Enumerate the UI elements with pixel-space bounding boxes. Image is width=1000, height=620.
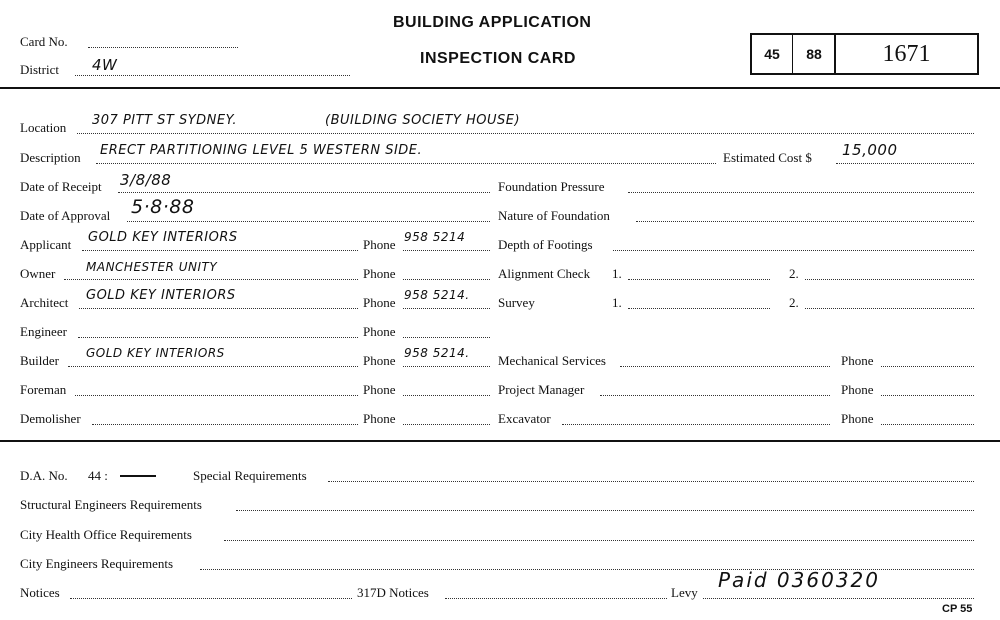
applicant-phone-label: Phone: [363, 237, 396, 252]
architect-phone-value: 958 5214.: [404, 288, 470, 302]
structural-label: Structural Engineers Requirements: [20, 497, 202, 512]
nature-foundation-label: Nature of Foundation: [498, 208, 610, 223]
excavator-line: [562, 424, 830, 425]
mechanical-label: Mechanical Services: [498, 353, 606, 368]
project-manager-phone-label: Phone: [841, 382, 874, 397]
alignment-num-2: 2.: [789, 266, 799, 281]
card-box-b: 88: [794, 35, 836, 73]
mechanical-phone-line: [881, 366, 974, 367]
builder-phone-value: 958 5214.: [404, 346, 470, 360]
date-approval-value: 5·8·88: [131, 196, 195, 218]
levy-line: [703, 598, 974, 599]
alignment-line-2: [805, 279, 974, 280]
notices-line: [70, 598, 352, 599]
owner-phone-label: Phone: [363, 266, 396, 281]
survey-line-1: [628, 308, 770, 309]
demolisher-label: Demolisher: [20, 411, 81, 426]
location-value: 307 PITT ST SYDNEY.: [92, 113, 237, 128]
excavator-label: Excavator: [498, 411, 551, 426]
form-code: CP 55: [942, 603, 973, 615]
builder-label: Builder: [20, 353, 59, 368]
architect-phone-label: Phone: [363, 295, 396, 310]
levy-label: Levy: [671, 585, 698, 600]
card-no-label: Card No.: [20, 34, 68, 49]
estimated-cost-value: 15,000: [842, 141, 898, 159]
alignment-num-1: 1.: [612, 266, 622, 281]
depth-footings-line: [613, 250, 974, 251]
notices-label: Notices: [20, 585, 60, 600]
card-box-a: 45: [752, 35, 793, 73]
date-approval-label: Date of Approval: [20, 208, 111, 223]
estimated-cost-line: [836, 163, 974, 164]
architect-phone-line: [403, 308, 490, 309]
location-note: (BUILDING SOCIETY HOUSE): [325, 113, 521, 128]
applicant-label: Applicant: [20, 237, 72, 252]
architect-value: GOLD KEY INTERIORS: [86, 288, 236, 303]
levy-value: Paid 0360320: [718, 568, 880, 592]
demolisher-line: [92, 424, 358, 425]
estimated-cost-label: Estimated Cost $: [723, 150, 812, 165]
mechanical-line: [620, 366, 830, 367]
mechanical-phone-label: Phone: [841, 353, 874, 368]
engineer-phone-label: Phone: [363, 324, 396, 339]
location-label: Location: [20, 120, 67, 135]
owner-phone-line: [403, 279, 490, 280]
owner-line: [64, 279, 358, 280]
survey-num-1: 1.: [612, 295, 622, 310]
builder-line: [68, 366, 358, 367]
project-manager-line: [600, 395, 830, 396]
date-receipt-label: Date of Receipt: [20, 179, 102, 194]
engineer-line: [78, 337, 358, 338]
description-value: ERECT PARTITIONING LEVEL 5 WESTERN SIDE.: [100, 143, 423, 158]
date-approval-line: [127, 221, 490, 222]
applicant-value: GOLD KEY INTERIORS: [88, 230, 238, 245]
header-divider: [0, 87, 1000, 89]
da-value: 44 :: [88, 468, 108, 483]
applicant-phone-line: [403, 250, 490, 251]
excavator-phone-line: [881, 424, 974, 425]
depth-footings-label: Depth of Footings: [498, 237, 593, 252]
notices-317d-label: 317D Notices: [357, 585, 429, 600]
architect-line: [79, 308, 358, 309]
project-manager-phone-line: [881, 395, 974, 396]
applicant-line: [82, 250, 358, 251]
survey-line-2: [805, 308, 974, 309]
alignment-check-label: Alignment Check: [498, 266, 591, 281]
date-receipt-value: 3/8/88: [120, 171, 172, 189]
section-divider: [0, 440, 1000, 442]
owner-value: MANCHESTER UNITY: [86, 260, 218, 274]
date-receipt-line: [118, 192, 490, 193]
foreman-label: Foreman: [20, 382, 67, 397]
special-req-label: Special Requirements: [193, 468, 307, 483]
foreman-phone-line: [403, 395, 490, 396]
applicant-phone-value: 958 5214: [404, 230, 466, 244]
owner-label: Owner: [20, 266, 56, 281]
card-no-line: [88, 47, 238, 48]
builder-phone-line: [403, 366, 490, 367]
special-req-line: [328, 481, 974, 482]
nature-foundation-line: [636, 221, 974, 222]
foreman-line: [75, 395, 358, 396]
title-line-2: INSPECTION CARD: [420, 50, 576, 67]
architect-label: Architect: [20, 295, 69, 310]
structural-line: [236, 510, 974, 511]
city-engineers-label: City Engineers Requirements: [20, 556, 174, 571]
card-number-box: [750, 33, 979, 75]
builder-value: GOLD KEY INTERIORS: [86, 346, 225, 360]
demolisher-phone-label: Phone: [363, 411, 396, 426]
foundation-pressure-line: [628, 192, 974, 193]
foundation-pressure-label: Foundation Pressure: [498, 179, 605, 194]
demolisher-phone-line: [403, 424, 490, 425]
district-line: [75, 75, 350, 76]
engineer-phone-line: [403, 337, 490, 338]
district-label: District: [20, 62, 59, 77]
alignment-line-1: [628, 279, 770, 280]
description-line: [96, 163, 716, 164]
project-manager-label: Project Manager: [498, 382, 585, 397]
da-label: D.A. No.: [20, 468, 68, 483]
builder-phone-label: Phone: [363, 353, 396, 368]
card-number: 1671: [882, 40, 931, 67]
city-health-line: [224, 540, 974, 541]
engineer-label: Engineer: [20, 324, 67, 339]
location-line: [77, 133, 974, 134]
excavator-phone-label: Phone: [841, 411, 874, 426]
city-health-label: City Health Office Requirements: [20, 527, 192, 542]
description-label: Description: [20, 150, 81, 165]
title-line-1: BUILDING APPLICATION: [393, 14, 592, 31]
district-value: 4W: [92, 56, 118, 74]
foreman-phone-label: Phone: [363, 382, 396, 397]
da-dash: [120, 475, 156, 477]
survey-num-2: 2.: [789, 295, 799, 310]
survey-label: Survey: [498, 295, 535, 310]
notices-317d-line: [445, 598, 667, 599]
